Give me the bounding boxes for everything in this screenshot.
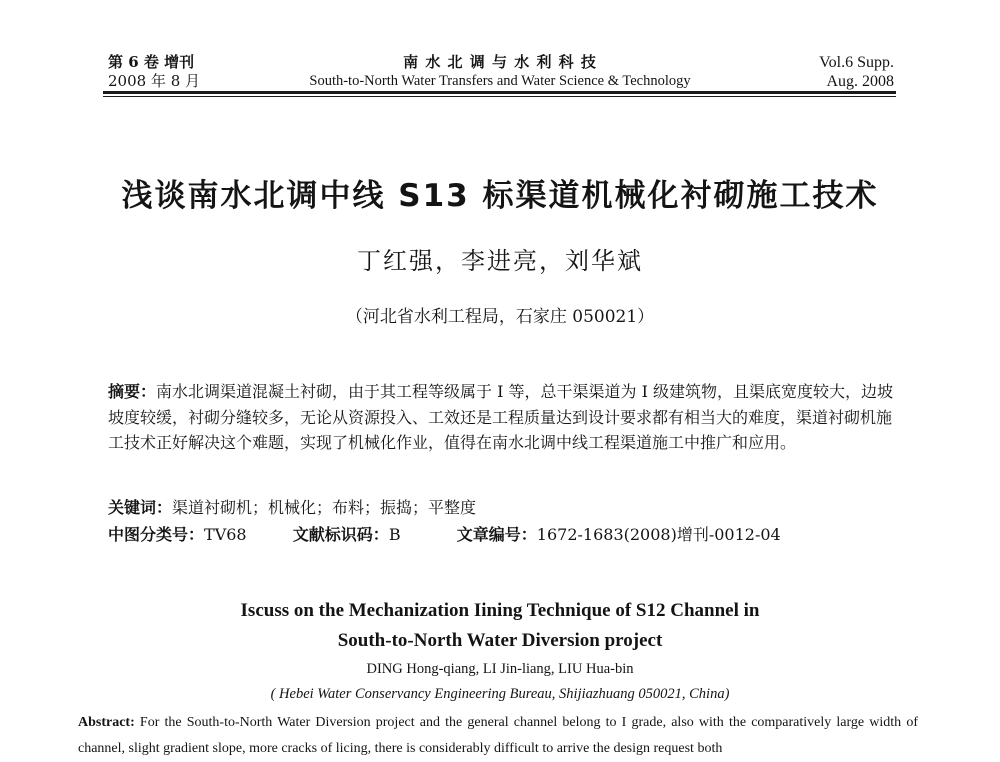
clc-value: TV68 xyxy=(204,525,247,544)
journal-name-en: South-to-North Water Transfers and Water Science & Technology xyxy=(309,73,691,89)
paper-title-cn: 浅谈南水北调中线 S13 标渠道机械化衬砌施工技术 xyxy=(121,178,879,214)
journal-name-cn: 南 水 北 调 与 水 利 科 技 xyxy=(403,53,597,71)
article-id-value: 1672-1683(2008)增刊-0012-04 xyxy=(536,525,781,544)
paper-title-en-line1: Iscuss on the Mechanization Iining Technique of S12 Channel in xyxy=(240,600,760,621)
header-rule-thick xyxy=(103,91,896,94)
clc-label: 中图分类号： xyxy=(108,525,205,544)
abstract-en-text: For the South-to-North Water Diversion project and the general channel belong to I grade, also with the comparatively large width of channel, slight gradient slope, more cracks of licing, there is considerably difficult to arrive the design request both xyxy=(78,715,918,756)
article-id-label: 文章编号： xyxy=(456,525,537,544)
authors-cn: 丁红强，李进亮，刘华斌 xyxy=(357,247,643,275)
classification-row xyxy=(108,522,781,545)
keywords-cn xyxy=(108,495,476,518)
abstract-en xyxy=(78,710,918,762)
abstract-cn-text: 南水北调渠道混凝土衬砌，由于其工程等级属于 I 等，总干渠渠道为 I 级建筑物，且渠底宽度较大，边坡坡度较缓，衬砌分缝较多，无论从资源投入、工效还是工程质量达到设计要求都有相当大的难度，渠道衬砌机施工技术正好解决这个难题，实现了机械化作业，值得在南水北调中线工程渠道施工中推广和应用。 xyxy=(108,382,894,452)
doc-code-label: 文献标识码： xyxy=(292,525,389,544)
abstract-cn xyxy=(108,379,893,456)
abstract-cn-label: 摘要： xyxy=(108,382,157,401)
header-rule-thin xyxy=(103,96,896,97)
abstract-en-label: Abstract: xyxy=(78,715,135,730)
volume-issue: 第 6 卷 增刊 xyxy=(108,53,195,71)
publication-date-cn: 2008 年 8 月 xyxy=(108,72,201,90)
affiliation-en: ( Hebei Water Conservancy Engineering Bureau, Shijiazhuang 050021, China) xyxy=(270,686,730,702)
authors-en: DING Hong-qiang, LI Jin-liang, LIU Hua-bin xyxy=(366,661,634,677)
affiliation-cn: （河北省水利工程局，石家庄 050021） xyxy=(345,307,655,327)
publication-date-en: Aug. 2008 xyxy=(826,73,894,90)
keywords-cn-text: 渠道衬砌机；机械化；布料；振捣；平整度 xyxy=(172,498,477,517)
keywords-cn-label: 关键词： xyxy=(108,498,173,517)
volume-en: Vol.6 Supp. xyxy=(819,54,894,71)
paper-title-en-line2: South-to-North Water Diversion project xyxy=(337,630,663,651)
doc-code-value: B xyxy=(388,525,401,544)
